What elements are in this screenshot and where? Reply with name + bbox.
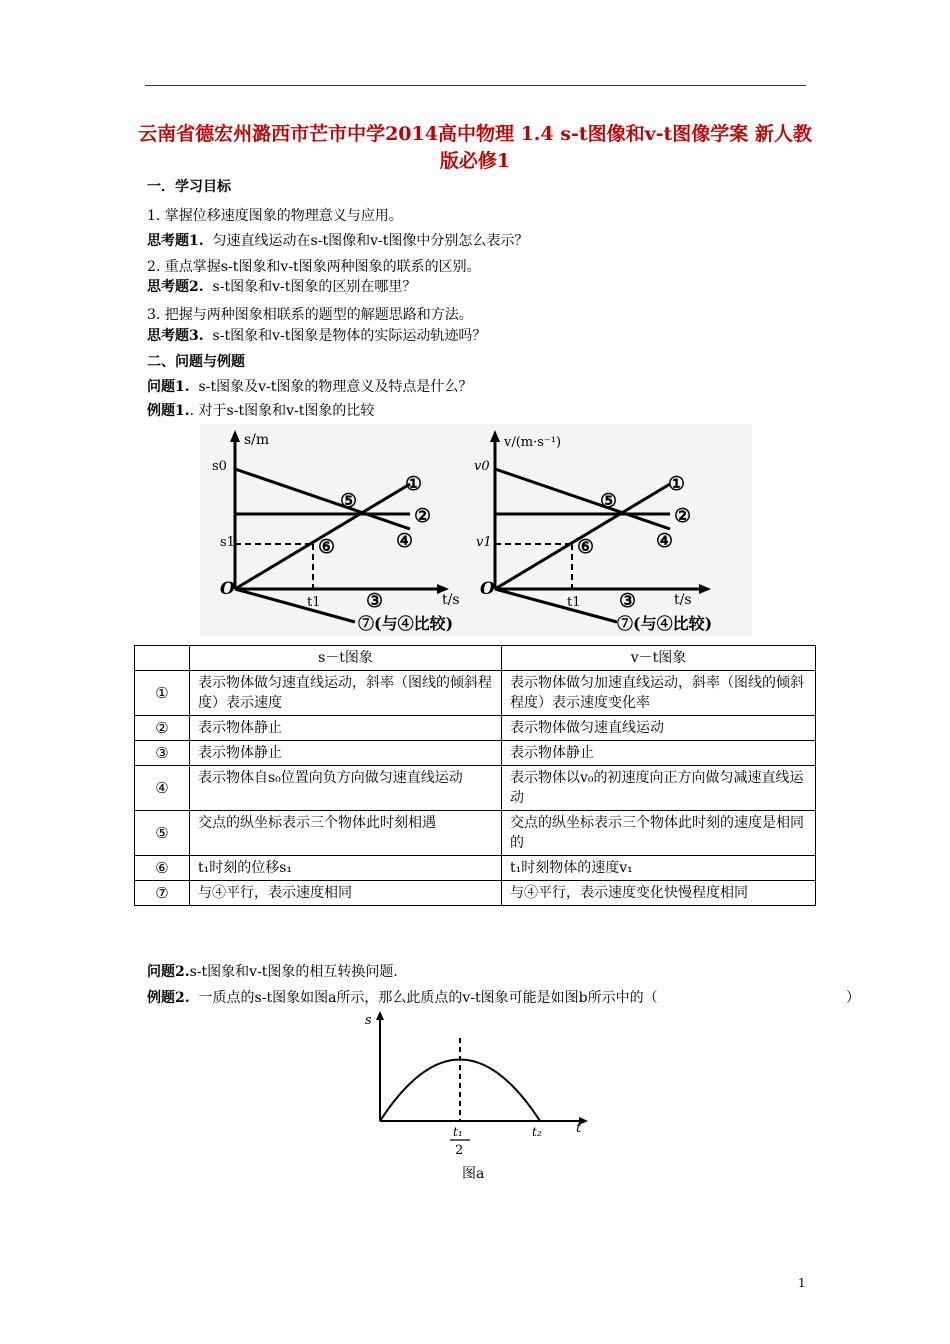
graph-a-y-arrow bbox=[376, 1011, 384, 1020]
graph-a-xlabel: t bbox=[576, 1121, 582, 1136]
table-row bbox=[135, 766, 816, 811]
table-cell: ③ bbox=[135, 741, 190, 766]
table-cell: ① bbox=[135, 671, 190, 716]
think-1-text: 匀速直线运动在s-t图像和v-t图像中分别怎么表示？ bbox=[212, 233, 529, 249]
section-heading-problems: 二、问题与例题 bbox=[147, 354, 245, 370]
table-cell: t₁时刻物体的速度v₁ bbox=[502, 856, 816, 881]
example-2-text: 一质点的s-t图象如图a所示，那么此质点的v-t图象可能是如图b所示中的（ bbox=[198, 990, 658, 1006]
vt-mark-6: ⑥ bbox=[577, 536, 595, 558]
table-header-cell: v－t图象 bbox=[502, 646, 816, 671]
comparison-table bbox=[134, 645, 816, 906]
table-cell: ⑤ bbox=[135, 811, 190, 856]
think-3-text: s-t图象和v-t图象是物体的实际运动轨迹吗？ bbox=[212, 328, 487, 344]
graph-a-half-num: t₁ bbox=[453, 1125, 463, 1139]
vt-mark-4: ④ bbox=[656, 530, 674, 552]
section-heading-goals: 一．学习目标 bbox=[147, 179, 231, 195]
table-row bbox=[135, 811, 816, 856]
vt-xlabel: t/s bbox=[674, 592, 692, 608]
example-1 bbox=[147, 401, 374, 421]
page-number: 1 bbox=[798, 1276, 806, 1290]
vt-origin-label: O bbox=[480, 579, 495, 599]
st-mark-1: ① bbox=[405, 473, 423, 495]
vt-mark-5: ⑤ bbox=[600, 490, 618, 512]
st-ylabel: s/m bbox=[244, 432, 270, 448]
graph-a-end-label: t₂ bbox=[532, 1125, 542, 1139]
example-2-label: 例题2. bbox=[147, 990, 190, 1006]
table-cell: 表示物体做匀速直线运动，斜率（图线的倾斜程度）表示速度 bbox=[190, 671, 502, 716]
goal-2: 2. 重点掌握s-t图象和v-t图象两种图象的联系的区别。 bbox=[147, 259, 481, 275]
vt-graph bbox=[462, 424, 752, 636]
st-mark-2: ② bbox=[414, 505, 432, 527]
vt-y1-label: v1 bbox=[476, 535, 492, 550]
problem-2-text: s-t图象和v-t图象的相互转换问题. bbox=[189, 964, 398, 980]
table-cell: ⑦ bbox=[135, 881, 190, 906]
think-question-1 bbox=[147, 231, 528, 251]
figure-caption: 图a bbox=[462, 1166, 485, 1182]
vt-ylabel: v/(m·s⁻¹) bbox=[504, 435, 562, 450]
think-1-label: 思考题1. bbox=[147, 233, 204, 249]
example-2 bbox=[147, 988, 658, 1008]
st-graph bbox=[200, 424, 490, 636]
table-header-cell bbox=[135, 646, 190, 671]
problem-1-text: s-t图象及v-t图象的物理意义及特点是什么？ bbox=[198, 379, 473, 395]
table-cell: 表示物体做匀加速直线运动，斜率（图线的倾斜程度）表示速度变化率 bbox=[502, 671, 816, 716]
table-header-row bbox=[135, 646, 816, 671]
st-t1-label: t1 bbox=[307, 595, 321, 610]
table-cell: 表示物体静止 bbox=[502, 741, 816, 766]
graph-a-half-den: 2 bbox=[455, 1143, 464, 1158]
example-1-text: . 对于s-t图象和v-t图象的比较 bbox=[189, 403, 375, 419]
problem-1-label: 问题1. bbox=[147, 379, 190, 395]
page-title: 云南省德宏州潞西市芒市中学2014高中物理 1.4 s-t图像和v-t图像学案 新人教版必修1 bbox=[138, 123, 812, 172]
vt-note-7: ⑦(与④比较) bbox=[617, 614, 713, 633]
table-cell: 与④平行，表示速度变化快慢程度相同 bbox=[502, 881, 816, 906]
think-3-label: 思考题3. bbox=[147, 328, 204, 344]
st-note-7: ⑦(与④比较) bbox=[358, 614, 454, 633]
st-origin-label: O bbox=[220, 579, 235, 599]
st-mark-3: ③ bbox=[366, 590, 384, 612]
st-y0-label: s0 bbox=[212, 459, 227, 474]
table-cell: 表示物体静止 bbox=[190, 716, 502, 741]
table-cell: 与④平行，表示速度相同 bbox=[190, 881, 502, 906]
table-cell: ④ bbox=[135, 766, 190, 811]
table-cell: ② bbox=[135, 716, 190, 741]
table-cell: 表示物体做匀速直线运动 bbox=[502, 716, 816, 741]
example-2-close-paren: ） bbox=[846, 990, 860, 1006]
table-cell: 表示物体自s₀位置向负方向做匀速直线运动 bbox=[190, 766, 502, 811]
table-row bbox=[135, 671, 816, 716]
table-cell: ⑥ bbox=[135, 856, 190, 881]
graph-a-ylabel: s bbox=[365, 1013, 372, 1028]
vt-t1-label: t1 bbox=[567, 595, 581, 610]
table-row bbox=[135, 716, 816, 741]
table-cell: 表示物体以v₀的初速度向正方向做匀减速直线运动 bbox=[502, 766, 816, 811]
table-row bbox=[135, 881, 816, 906]
table-cell: 表示物体静止 bbox=[190, 741, 502, 766]
st-mark-4: ④ bbox=[396, 530, 414, 552]
st-mark-5: ⑤ bbox=[340, 490, 358, 512]
think-2-text: s-t图象和v-t图象的区别在哪里？ bbox=[212, 279, 417, 295]
think-2-label: 思考题2. bbox=[147, 279, 204, 295]
think-question-3 bbox=[147, 326, 486, 346]
st-xlabel: t/s bbox=[442, 592, 460, 608]
problem-1 bbox=[147, 377, 472, 397]
example-1-label: 例题1. bbox=[147, 403, 190, 419]
vt-mark-1: ① bbox=[668, 473, 686, 495]
vt-graph-background bbox=[462, 424, 752, 636]
table-row bbox=[135, 741, 816, 766]
problem-2-label: 问题2. bbox=[147, 964, 190, 980]
vt-mark-2: ② bbox=[674, 505, 692, 527]
table-row bbox=[135, 856, 816, 881]
table-cell: t₁时刻的位移s₁ bbox=[190, 856, 502, 881]
graph-a bbox=[360, 1008, 596, 1158]
table-cell: 交点的纵坐标表示三个物体此时刻相遇 bbox=[190, 811, 502, 856]
header-rule bbox=[145, 85, 806, 86]
vt-mark-3: ③ bbox=[619, 590, 637, 612]
st-y1-label: s1 bbox=[220, 535, 235, 550]
vt-y0-label: v0 bbox=[474, 459, 490, 474]
table-header-cell: s－t图象 bbox=[190, 646, 502, 671]
problem-2 bbox=[147, 962, 398, 982]
think-question-2 bbox=[147, 277, 416, 297]
goal-3: 3. 把握与两种图象相联系的题型的解题思路和方法。 bbox=[147, 307, 473, 323]
st-mark-6: ⑥ bbox=[318, 536, 336, 558]
goal-1: 1. 掌握位移速度图象的物理意义与应用。 bbox=[147, 208, 403, 224]
table-cell: 交点的纵坐标表示三个物体此时刻的速度是相同的 bbox=[502, 811, 816, 856]
